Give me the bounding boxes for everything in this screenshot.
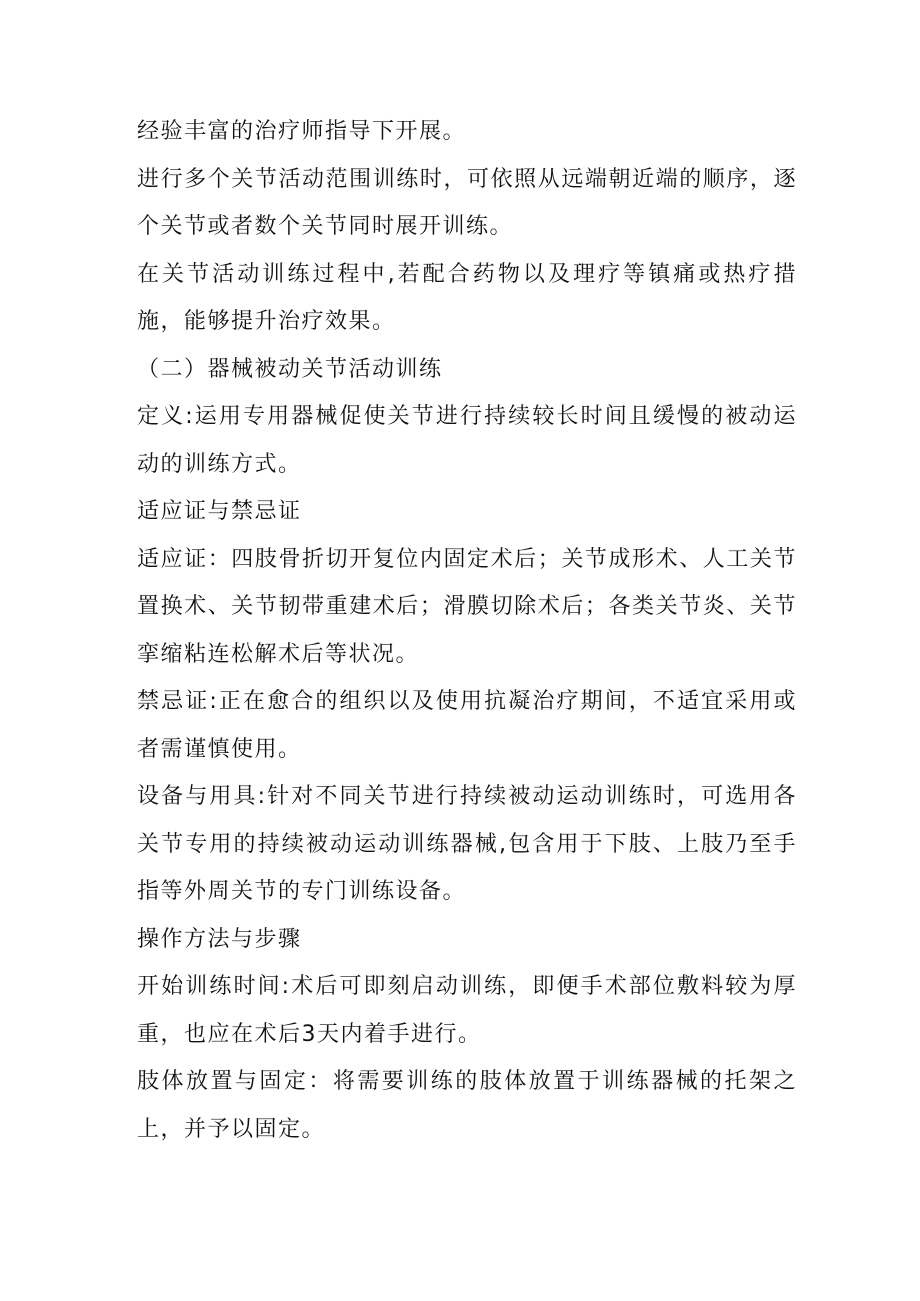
paragraph-continuation: 经验丰富的治疗师指导下开展。 <box>137 119 467 144</box>
paragraph-equipment: 设备与用具:针对不同关节进行持续被动运动训练时，可选用各关节专用的持续被动运动训练器械,包含用于下肢、上肢乃至手指等外周关节的专门训练设备。 <box>137 784 797 904</box>
paragraph-start-time: 开始训练时间:术后可即刻启动训练，即便手术部位敷料较为厚重，也应在术后3天内着手进行。 <box>137 974 797 1047</box>
paragraph-combined-therapy: 在关节活动训练过程中,若配合药物以及理疗等镇痛或热疗措施，能够提升治疗效果。 <box>137 261 797 334</box>
document-body <box>137 108 797 1153</box>
subheading-procedure: 操作方法与步骤 <box>137 926 302 952</box>
paragraph-indications: 适应证：四肢骨折切开复位内固定术后；关节成形术、人工关节置换术、关节韧带重建术后；滑膜切除术后；各类关节炎、关节挛缩粘连松解术后等状况。 <box>137 546 797 667</box>
paragraph-multi-joint-training: 进行多个关节活动范围训练时，可依照从远端朝近端的顺序，逐个关节或者数个关节同时展开训练。 <box>137 166 797 239</box>
subheading-indications: 适应证与禁忌证 <box>137 499 302 524</box>
paragraph-contraindications: 禁忌证:正在愈合的组织以及使用抗凝治疗期间，不适宜采用或者需谨慎使用。 <box>137 689 797 762</box>
paragraph-definition: 定义:运用专用器械促使关节进行持续较长时间且缓慢的被动运动的训练方式。 <box>137 404 797 477</box>
paragraph-limb-placement: 肢体放置与固定：将需要训练的肢体放置于训练器械的托架之上，并予以固定。 <box>137 1069 797 1142</box>
section-heading: （二）器械被动关节活动训练 <box>137 356 443 382</box>
